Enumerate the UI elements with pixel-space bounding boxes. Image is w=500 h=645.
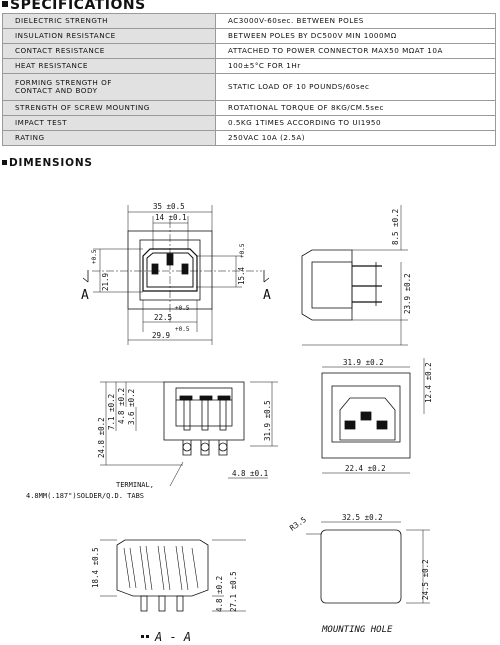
dim-tol-d: +0.5 [175, 326, 190, 333]
dim-tol-c: +0.5 [175, 305, 190, 312]
table-row [3, 74, 496, 101]
spec-key: RATING [3, 131, 216, 146]
dim-18-4: 18.4 ±0.5 [91, 547, 100, 588]
spec-value: BETWEEN POLES BY DC500V MIN 1000MΩ [216, 29, 496, 44]
pin-right [182, 264, 188, 274]
dimensions-heading [2, 157, 93, 169]
terminal-label-2: 4.8MM(.187")SOLDER/Q.D. TABS [26, 492, 145, 500]
section-a-a-view [100, 540, 246, 611]
pin-left [152, 264, 158, 274]
spec-key [3, 74, 216, 101]
dim-31-9-h: 31.9 ±0.2 [343, 358, 384, 367]
table-row [3, 101, 496, 116]
dim-35: 35 ±0.5 [153, 202, 185, 211]
spec-value: ATTACHED TO POWER CONNECTOR MAX50 MΩAT 10A [216, 44, 496, 59]
mounting-hole-outline [321, 530, 401, 603]
heading-bullet-icon [2, 1, 8, 7]
dim-29-9: 29.9 [152, 331, 171, 340]
spec-value: 100±5°C FOR 1Hr [216, 59, 496, 74]
spec-key: DIELECTRIC STRENGTH [3, 14, 216, 29]
spec-key: IMPACT TEST [3, 116, 216, 131]
spec-key-line1: FORMING STRENGTH OF [15, 78, 112, 87]
section-bullet-icon [141, 635, 144, 638]
section-marker-left: A [81, 288, 89, 303]
dim-tol-a: +0.5 [91, 249, 98, 264]
table-row [3, 131, 496, 146]
top-view [322, 358, 424, 473]
dim-8-5: 8.5 ±0.2 [391, 208, 400, 245]
specifications-title: SPECIFICATIONS [10, 0, 146, 13]
dim-3-6: 3.6 ±0.2 [127, 388, 136, 425]
dim-24-8: 24.8 ±0.2 [97, 417, 106, 458]
dim-24-5: 24.5 ±0.2 [421, 559, 430, 600]
table-row [3, 29, 496, 44]
mounting-hole-view [306, 522, 430, 603]
tab-hole [183, 443, 191, 451]
spec-key: INSULATION RESISTANCE [3, 29, 216, 44]
dim-22-5: 22.5 [154, 313, 173, 322]
dim-7-1: 7.1 ±0.2 [107, 393, 116, 430]
section-bullet-icon [146, 635, 149, 638]
spec-value: 0.5KG 1TIMES ACCORDING TO UI1950 [216, 116, 496, 131]
side-flange [302, 250, 352, 320]
dim-15-4: 15.4 [237, 266, 246, 285]
table-row [3, 116, 496, 131]
dim-23-9: 23.9 ±0.2 [403, 273, 412, 314]
dim-32-5: 32.5 ±0.2 [342, 513, 383, 522]
section-marker-right: A [263, 288, 271, 303]
spec-value: AC3000V-60sec. BETWEEN POLES [216, 14, 496, 29]
spec-key: HEAT RESISTANCE [3, 59, 216, 74]
dim-22-4: 22.4 ±0.2 [345, 464, 386, 473]
dimensions-title: DIMENSIONS [9, 157, 93, 169]
table-row [3, 44, 496, 59]
spec-value: STATIC LOAD OF 10 POUNDS/60sec [216, 74, 496, 101]
heading-bullet-icon [2, 160, 7, 165]
dim-4-8: 4.8 ±0.2 [117, 387, 126, 424]
dim-tol-b: +0.5 [239, 243, 246, 258]
section-body [117, 540, 208, 596]
spec-value: 250VAC 10A (2.5A) [216, 131, 496, 146]
dim-21-9: 21.9 [101, 272, 110, 291]
terminal-label-1: TERMINAL, [116, 481, 154, 489]
dim-4-8-section: 4.8 ±0.2 [215, 575, 224, 612]
spec-key: CONTACT RESISTANCE [3, 44, 216, 59]
specifications-heading [2, 0, 146, 13]
dim-31-9-v: 31.9 ±0.5 [263, 400, 272, 441]
table-row [3, 59, 496, 74]
spec-value: ROTATIONAL TORQUE OF 8KG/CM.5sec [216, 101, 496, 116]
specifications-table [2, 13, 496, 146]
dim-27-1: 27.1 ±0.5 [229, 571, 238, 612]
dim-4-8-tab: 4.8 ±0.1 [232, 469, 269, 478]
dim-14: 14 ±0.1 [155, 213, 187, 222]
spec-key-line2: CONTACT AND BODY [15, 86, 98, 95]
dimension-drawing [0, 175, 500, 645]
mounting-hole-label: MOUNTING HOLE [322, 625, 393, 635]
spec-key: STRENGTH OF SCREW MOUNTING [3, 101, 216, 116]
section-a-a-label: A - A [155, 630, 192, 644]
dim-12-4: 12.4 ±0.2 [424, 362, 433, 403]
radius-r3-5: R3.5 [287, 514, 308, 533]
table-row [3, 14, 496, 29]
side-body [312, 262, 352, 308]
